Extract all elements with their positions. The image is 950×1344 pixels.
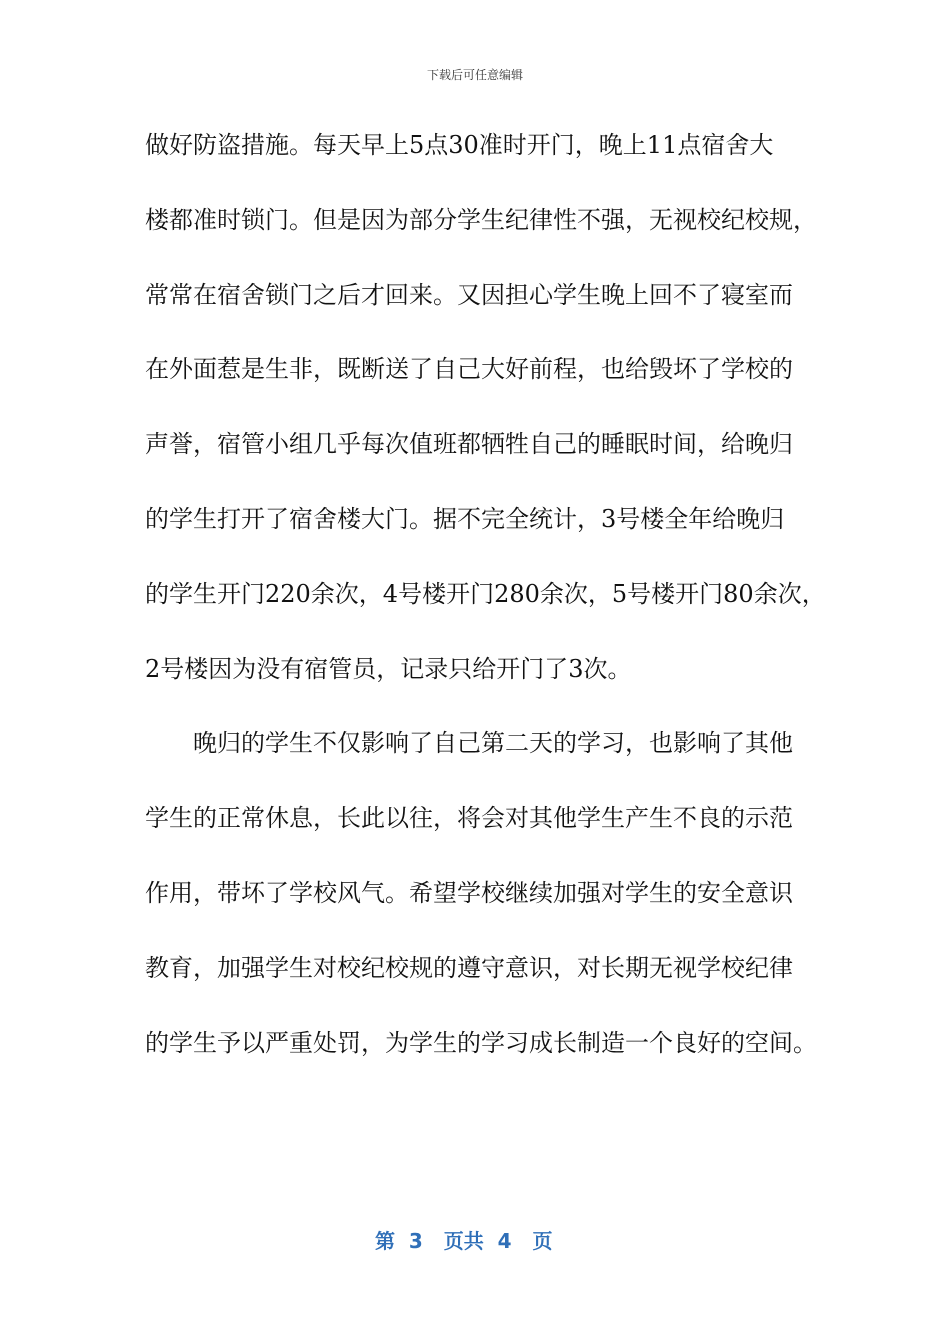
text-line: 的学生开门220余次，4号楼开门280余次，5号楼开门80余次， (145, 580, 826, 608)
text-line: 学生的正常休息，长此以往，将会对其他学生产生不良的示范 (145, 804, 793, 832)
text-line: 教育，加强学生对校纪校规的遵守意识，对长期无视学校纪律 (145, 954, 793, 982)
text-line: 的学生予以严重处罚，为学生的学习成长制造一个良好的空间。 (145, 1029, 817, 1057)
text-line: 常常在宿舍锁门之后才回来。又因担心学生晚上回不了寝室而 (145, 281, 793, 309)
text-line: 2号楼因为没有宿管员，记录只给开门了3次。 (145, 655, 632, 683)
text-line: 在外面惹是生非，既断送了自己大好前程，也给毁坏了学校的 (145, 355, 793, 383)
text-line: 做好防盗措施。每天早上5点30准时开门，晚上11点宿舍大 (145, 131, 774, 159)
text-line: 楼都准时锁门。但是因为部分学生纪律性不强，无视校纪校规， (145, 206, 817, 234)
page-header: 下载后可任意编辑 (426, 68, 523, 82)
text-line: 声誉，宿管小组几乎每次值班都牺牲自己的睡眠时间，给晚归 (145, 430, 793, 458)
text-line: 的学生打开了宿舍楼大门。据不完全统计，3号楼全年给晚归 (145, 505, 785, 533)
page-number-footer: 第 3 页共 4 页 (375, 1229, 553, 1253)
text-line: 作用，带坏了学校风气。希望学校继续加强对学生的安全意识 (145, 879, 793, 907)
paragraph-first-line: 晚归的学生不仅影响了自己第二天的学习，也影响了其他 (193, 729, 793, 757)
